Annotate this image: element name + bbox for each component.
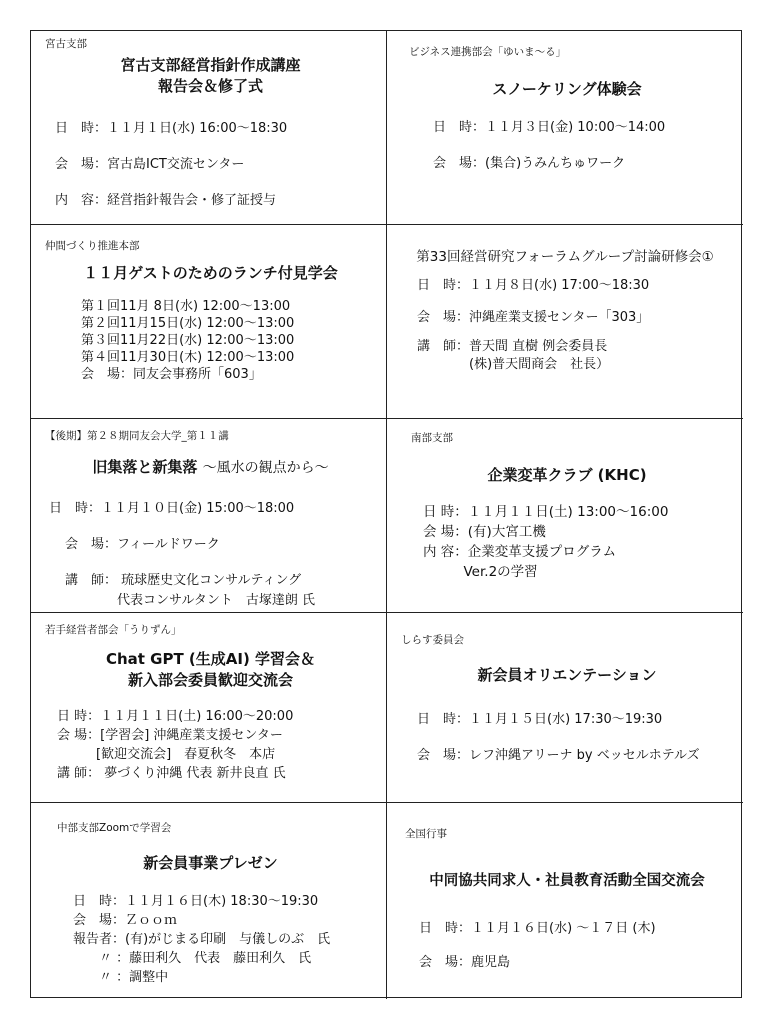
event-title — [401, 465, 733, 486]
event-cell-presentation — [31, 803, 387, 999]
event-title-line: 宮古支部経営指針作成講座 — [120, 56, 301, 74]
event-detail-line: (株)普天間商会 社長） — [417, 357, 610, 372]
event-detail-line: 会 場：鹿児島 — [419, 955, 511, 970]
event-details — [423, 502, 733, 582]
event-detail-line: 日 時：１１月１５日(水) 17:30～19:30 — [417, 712, 663, 727]
event-detail-line: 会 場：沖縄産業支援センター「303」 — [417, 310, 650, 325]
event-details — [417, 274, 733, 374]
event-title-line: 中同協共同求人・社員教育活動全国交流会 — [429, 873, 705, 889]
event-detail-line: 日 時：１１月１１日(土) 13:00～16:00 — [423, 504, 669, 520]
event-title — [397, 247, 733, 268]
event-detail-line: 講 師： 琉球歴史文化コンサルティング — [65, 573, 302, 588]
event-detail-line: 〃 ：藤田利久 代表 藤田利久 氏 — [73, 951, 312, 966]
event-title — [401, 871, 733, 892]
event-title — [45, 55, 376, 97]
event-detail-line: 会 場：[学習会] 沖縄産業支援センター — [57, 728, 283, 743]
event-cell-snorkeling — [387, 31, 743, 225]
event-detail-line: 内 容：企業変革支援プログラム — [423, 544, 617, 560]
event-detail-line: 会 場：Ｚｏｏｍ — [73, 913, 178, 928]
event-detail-line: 〃 ：調整中 — [73, 970, 169, 985]
event-detail-line: 講 師：普天間 直樹 例会委員長 — [417, 339, 608, 354]
event-detail-line: 会 場：同友会事務所「603」 — [81, 367, 262, 382]
event-detail-line: 会 場：フィールドワーク — [65, 537, 220, 552]
event-title-line: 旧集落と新集落 — [92, 458, 198, 476]
event-detail-line: 日 時：１１月８日(水) 17:00～18:30 — [417, 278, 650, 293]
event-detail-line: Ver.2の学習 — [423, 564, 538, 580]
event-title-line: 報告会＆修了式 — [157, 77, 263, 95]
event-organizer: 宮古支部 — [45, 38, 87, 50]
event-details — [55, 111, 376, 219]
event-cell-university — [31, 419, 387, 613]
event-detail-line: 日 時：１１月１１日(土) 16:00～20:00 — [57, 709, 294, 724]
event-cell-miyako — [31, 31, 387, 225]
event-organizer: 若手経営者部会「うりずん」 — [45, 624, 182, 636]
event-organizer: 全国行事 — [405, 828, 447, 840]
event-detail-line: 講 師： 夢づくり沖縄 代表 新井良直 氏 — [57, 766, 286, 781]
event-detail-line: 第４回11月30日(木) 12:00～13:00 — [81, 350, 295, 365]
event-title-line: １１月ゲストのためのランチ付見学会 — [83, 264, 338, 282]
event-details — [57, 707, 376, 783]
event-detail-line: 会 場：レフ沖縄アリーナ by ベッセルホテルズ — [417, 748, 700, 763]
event-details — [73, 892, 376, 987]
event-title-line: Chat GPT (生成AI) 学習会＆ — [105, 650, 316, 668]
event-detail-line: 日 時：１１月１６日(水) ～１７日 (木) — [419, 921, 656, 936]
event-organizer: 仲間づくり推進本部 — [45, 240, 140, 252]
event-title-line: 新入部会委員歓迎交流会 — [127, 671, 293, 689]
event-title — [45, 649, 376, 691]
event-detail-line: 会 場：(集合)うみんちゅワーク — [433, 156, 626, 171]
event-cell-khc — [387, 419, 743, 613]
event-cell-chatgpt — [31, 613, 387, 803]
event-details — [81, 298, 376, 383]
event-cell-forum — [387, 225, 743, 419]
event-detail-line: 第３回11月22日(水) 12:00～13:00 — [81, 333, 295, 348]
event-title — [401, 665, 733, 686]
event-organizer: ビジネス連携部会「ゆいま～る」 — [409, 46, 567, 58]
event-title-line: 第33回経営研究フォーラムグループ討論研修会① — [416, 249, 714, 265]
event-organizer: 【後期】第２８期同友会大学_第１１講 — [45, 430, 229, 442]
event-details — [417, 702, 733, 774]
event-cell-orientation — [387, 613, 743, 803]
event-detail-line: 会 場：(有)大宮工機 — [423, 524, 546, 540]
event-organizer: 中部支部Zoomで学習会 — [57, 822, 172, 834]
event-details — [49, 491, 376, 611]
event-title-line: スノーケリング体験会 — [492, 80, 642, 98]
event-detail-line: 代表コンサルタント 古塚達朗 氏 — [65, 593, 315, 608]
event-title-line: 新会員オリエンテーション — [477, 666, 657, 684]
event-detail-line: 会 場：宮古島ICT交流センター — [55, 157, 245, 172]
event-title-line: 企業変革クラブ (KHC) — [487, 466, 647, 484]
event-detail-line: 日 時：１１月１日(水) 16:00～18:30 — [55, 121, 288, 136]
event-title — [401, 79, 733, 100]
event-detail-line: 第２回11月15日(水) 12:00～13:00 — [81, 316, 295, 331]
event-cell-lunch-tour — [31, 225, 387, 419]
event-detail-line: 第１回11月 8日(水) 12:00～13:00 — [81, 299, 291, 314]
event-title — [45, 263, 376, 284]
event-detail-line: [歓迎交流会] 春夏秋冬 本店 — [57, 747, 276, 762]
event-details — [433, 110, 733, 182]
event-title-sub: ～風水の観点から～ — [202, 460, 329, 476]
event-title-line: 新会員事業プレゼン — [143, 854, 278, 872]
event-detail-line: 日 時：１１月１６日(木) 18:30～19:30 — [73, 894, 319, 909]
event-detail-line: 日 時：１１月３日(金) 10:00～14:00 — [433, 120, 666, 135]
event-detail-line: 報告者：(有)がじまる印刷 与儀しのぶ 氏 — [73, 932, 331, 947]
event-title — [45, 853, 376, 874]
event-detail-line: 日 時：１１月１０日(金) 15:00～18:00 — [49, 501, 295, 516]
event-detail-line: 内 容：経営指針報告会・修了証授与 — [55, 193, 277, 208]
event-details — [419, 912, 733, 980]
event-cell-national — [387, 803, 743, 999]
events-grid — [30, 30, 742, 998]
event-title — [45, 457, 376, 479]
event-organizer: しらす委員会 — [401, 634, 464, 646]
event-organizer: 南部支部 — [411, 432, 453, 444]
